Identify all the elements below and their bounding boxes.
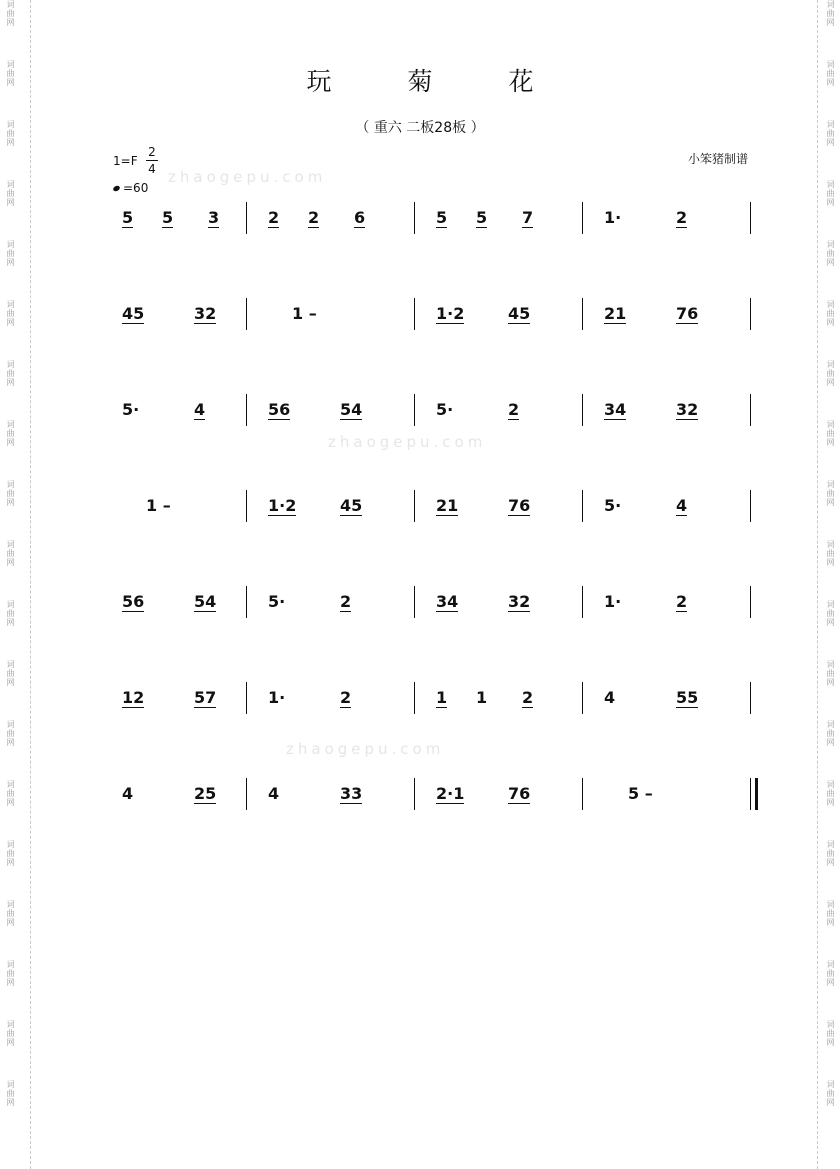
side-mark-text: 词曲网 [6, 240, 15, 267]
note: 76 [676, 304, 699, 323]
note: 3 [208, 208, 220, 227]
left-margin-strip [20, 0, 31, 1169]
note: 34 [436, 592, 459, 611]
note: 1· [604, 208, 622, 227]
score-row [110, 586, 760, 626]
score-row [110, 490, 760, 530]
note: 6 [354, 208, 366, 227]
side-mark-text: 词曲网 [826, 720, 835, 747]
bar-line [414, 394, 415, 426]
note: 7 [522, 208, 534, 227]
bar-line [750, 298, 751, 330]
note: 2·1 [436, 784, 465, 803]
side-mark-text: 词曲网 [6, 480, 15, 507]
bar-line [246, 778, 247, 810]
bar-line [246, 490, 247, 522]
side-mark-text: 词曲网 [826, 1020, 835, 1047]
side-mark-text: 词曲网 [826, 240, 835, 267]
note: 45 [122, 304, 145, 323]
note: 33 [340, 784, 363, 803]
bar-line [246, 394, 247, 426]
note: 32 [194, 304, 217, 323]
bar-line [750, 778, 751, 810]
bar-line [246, 298, 247, 330]
watermark: zhaogepu.com [286, 740, 445, 758]
note: 1· [268, 688, 286, 707]
note: 2 [268, 208, 280, 227]
bar-line [414, 778, 415, 810]
note: 2 [308, 208, 320, 227]
side-mark-text: 词曲网 [6, 900, 15, 927]
bar-line [246, 202, 247, 234]
side-mark-text: 词曲网 [6, 780, 15, 807]
side-mark-text: 词曲网 [826, 900, 835, 927]
note: 5· [604, 496, 622, 515]
bar-line [582, 298, 583, 330]
key-signature: 1=F [113, 154, 138, 168]
bar-line [582, 202, 583, 234]
half-note-icon [112, 185, 120, 192]
side-mark-text: 词曲网 [6, 180, 15, 207]
bar-line [414, 682, 415, 714]
side-mark-text: 词曲网 [826, 420, 835, 447]
bar-line [414, 586, 415, 618]
score-row [110, 298, 760, 338]
side-mark-text: 词曲网 [826, 840, 835, 867]
bar-line [414, 490, 415, 522]
side-mark-text: 词曲网 [826, 540, 835, 567]
note: 5· [122, 400, 140, 419]
author-credit: 小笨猪制谱 [687, 152, 748, 166]
page-title: 玩 菊 花 [306, 67, 568, 96]
score-row [110, 394, 760, 434]
bar-line [750, 490, 751, 522]
tempo-mark [113, 181, 148, 195]
note: 5 – [628, 784, 653, 803]
bar-line [246, 682, 247, 714]
note: 56 [268, 400, 291, 419]
note: 56 [122, 592, 145, 611]
side-mark-text: 词曲网 [6, 0, 15, 27]
side-mark-text: 词曲网 [826, 120, 835, 147]
note: 1 [436, 688, 448, 707]
note: 45 [340, 496, 363, 515]
note: 4 [676, 496, 688, 515]
note: 12 [122, 688, 145, 707]
side-mark-text: 词曲网 [826, 0, 835, 27]
side-mark-text: 词曲网 [826, 480, 835, 507]
bar-line [582, 586, 583, 618]
note: 5 [162, 208, 174, 227]
note: 76 [508, 496, 531, 515]
side-mark-text: 词曲网 [6, 60, 15, 87]
note: 76 [508, 784, 531, 803]
side-mark-text: 词曲网 [6, 720, 15, 747]
side-mark-text: 词曲网 [6, 540, 15, 567]
note: 5 [436, 208, 448, 227]
side-mark-text: 词曲网 [6, 420, 15, 447]
bar-line [414, 298, 415, 330]
side-mark-text: 词曲网 [6, 960, 15, 987]
bar-line [582, 682, 583, 714]
note: 34 [604, 400, 627, 419]
side-mark-text: 词曲网 [826, 360, 835, 387]
score-row [110, 202, 760, 242]
side-mark-text: 词曲网 [6, 300, 15, 327]
side-mark-text: 词曲网 [6, 1080, 15, 1107]
side-mark-text: 词曲网 [826, 780, 835, 807]
note: 1 [476, 688, 488, 707]
side-mark-text: 词曲网 [826, 180, 835, 207]
note: 57 [194, 688, 217, 707]
subtitle: （ 重六 二板28板 ） [355, 120, 485, 136]
time-signature [146, 145, 158, 176]
note: 2 [522, 688, 534, 707]
note: 5 [122, 208, 134, 227]
note: 45 [508, 304, 531, 323]
note: 4 [122, 784, 134, 803]
score-row [110, 778, 760, 818]
note: 1 – [146, 496, 171, 515]
time-sig-top: 2 [148, 145, 156, 159]
right-margin-strip [817, 0, 828, 1169]
bar-line [582, 778, 583, 810]
note: 4 [604, 688, 616, 707]
note: 1· [604, 592, 622, 611]
note: 2 [340, 688, 352, 707]
note: 25 [194, 784, 217, 803]
side-mark-text: 词曲网 [6, 360, 15, 387]
time-sig-bottom: 4 [148, 162, 156, 176]
note: 54 [340, 400, 363, 419]
final-bar-line [755, 778, 758, 810]
note: 2 [340, 592, 352, 611]
side-mark-text: 词曲网 [6, 660, 15, 687]
note: 2 [508, 400, 520, 419]
tempo-value: =60 [123, 181, 149, 195]
bar-line [750, 202, 751, 234]
note: 1·2 [268, 496, 297, 515]
side-mark-text: 词曲网 [826, 600, 835, 627]
bar-line [750, 586, 751, 618]
note: 54 [194, 592, 217, 611]
note: 1·2 [436, 304, 465, 323]
watermark: zhaogepu.com [328, 433, 487, 451]
side-mark-text: 词曲网 [6, 120, 15, 147]
bar-line [582, 490, 583, 522]
note: 4 [194, 400, 206, 419]
note: 4 [268, 784, 280, 803]
side-mark-text: 词曲网 [6, 1020, 15, 1047]
note: 5· [268, 592, 286, 611]
side-mark-text: 词曲网 [826, 300, 835, 327]
bar-line [414, 202, 415, 234]
bar-line [582, 394, 583, 426]
note: 32 [508, 592, 531, 611]
watermark: zhaogepu.com [168, 168, 327, 186]
side-mark-text: 词曲网 [826, 660, 835, 687]
note: 32 [676, 400, 699, 419]
side-mark-text: 词曲网 [826, 60, 835, 87]
note: 2 [676, 208, 688, 227]
note: 21 [604, 304, 627, 323]
bar-line [750, 682, 751, 714]
note: 21 [436, 496, 459, 515]
side-mark-text: 词曲网 [826, 1080, 835, 1107]
bar-line [750, 394, 751, 426]
side-mark-text: 词曲网 [6, 840, 15, 867]
note: 5· [436, 400, 454, 419]
side-mark-text: 词曲网 [6, 600, 15, 627]
score-row [110, 682, 760, 722]
note: 2 [676, 592, 688, 611]
note: 55 [676, 688, 699, 707]
bar-line [246, 586, 247, 618]
note: 1 – [292, 304, 317, 323]
note: 5 [476, 208, 488, 227]
side-mark-text: 词曲网 [826, 960, 835, 987]
